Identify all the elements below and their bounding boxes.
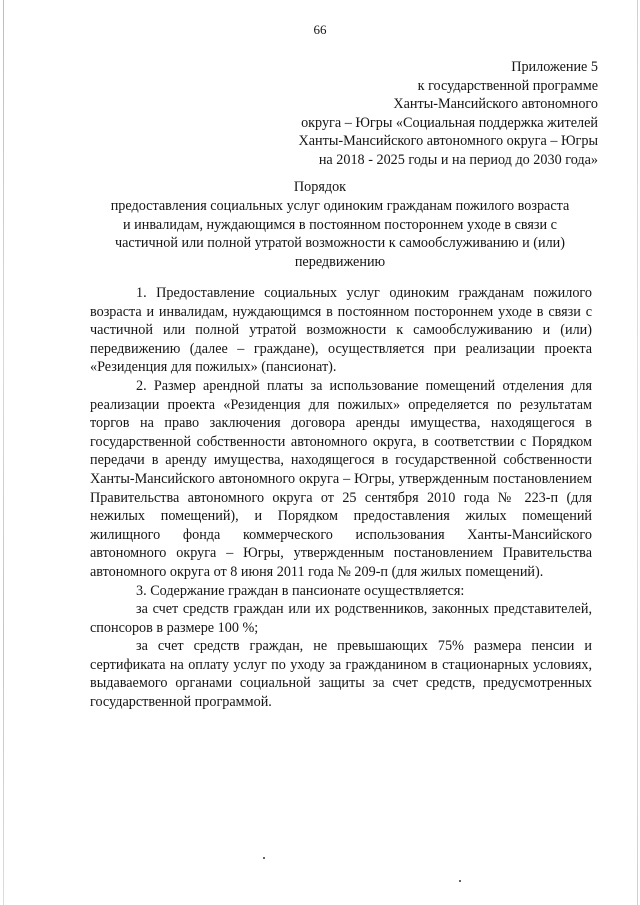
paragraph-1: 1. Предоставление социальных услуг одиноким гражданам пожилого возраста и инвалидам, нуждающимся в постоянном постороннем уходе в связи с частичной или полной утратой возможности к самообслуживанию и (или) передвижению (далее – граждане), осуществляется при реализации проекта «Резиденция для пожилых» (пансионат).	[90, 285, 592, 376]
appendix-line: к государственной программе	[417, 77, 598, 94]
subtitle-line: передвижению	[294, 253, 386, 270]
subtitle-line: предоставления социальных услуг одиноким гражданам пожилого возраста	[110, 198, 570, 214]
appendix-line: Приложение 5	[511, 59, 598, 75]
scan-speck	[263, 857, 265, 859]
document-subtitle	[90, 197, 590, 271]
page-number: 66	[313, 22, 327, 37]
appendix-line: на 2018 - 2025 годы и на период до 2030 года»	[318, 151, 598, 168]
paragraph-3-item-1: за счет средств граждан или их родственников, законных представителей, спонсоров в размере 100 %;	[90, 601, 592, 636]
appendix-line: Ханты-Мансийского автономного округа – Югры	[298, 133, 598, 150]
document-body	[90, 284, 592, 712]
document-title: Порядок	[293, 179, 347, 195]
appendix-line: округа – Югры «Социальная поддержка жителей	[301, 114, 598, 131]
paragraph-3-item-2: за счет средств граждан, не превышающих 75% размера пенсии и сертификата на оплату услуг по уходу за гражданином в стационарных условиях, выдаваемого органами социальной защиты за счет средств, предусмотренных государственной программой.	[90, 638, 592, 711]
appendix-line: Ханты-Мансийского автономного	[393, 96, 598, 113]
scan-speck	[459, 880, 461, 882]
scan-edge-right	[637, 0, 638, 905]
scan-edge-left	[3, 0, 4, 905]
subtitle-line: и инвалидам, нуждающимся в постоянном постороннем уходе в связи с	[123, 216, 557, 233]
paragraph-2: 2. Размер арендной платы за использование помещений отделения для реализации проекта «Резиденция для пожилых» определяется по результатам торгов на право заключения договора аренды имущества, находящегося в государственной собственности автономного округа, в соответствии с Порядком передачи в аренду имущества, находящегося в государственной собственности Ханты-Мансийского автономного округа – Югры, утвержденным постановлением Правительства автономного округа от 25 сентября 2010 года № 223-п (для нежилых помещений), и Порядком предоставления жилых помещений жилищного фонда коммерческого использования Ханты-Мансийского автономного округа – Югры, утвержденным постановлением Правительства автономного округа от 8 июня 2011 года № 209-п (для жилых помещений).	[90, 377, 592, 580]
subtitle-line: частичной или полной утратой возможности к самообслуживанию и (или)	[115, 235, 565, 252]
paragraph-3: 3. Содержание граждан в пансионате осуществляется:	[136, 582, 465, 599]
appendix-header	[178, 58, 598, 170]
